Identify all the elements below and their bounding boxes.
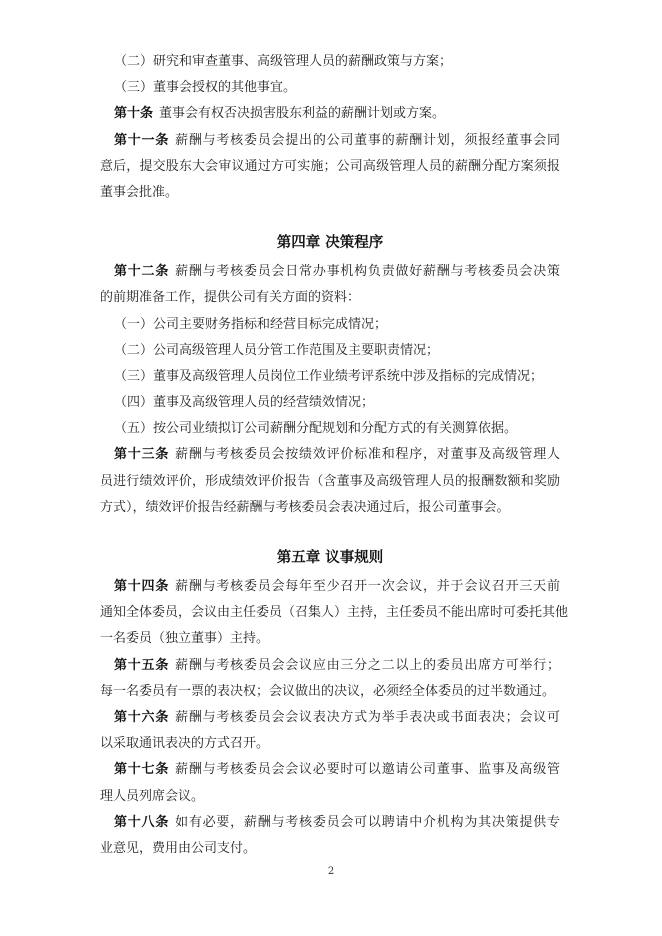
line-text: 薪酬与考核委员会会议应由三分之二以上的委员出席方可举行； <box>175 657 560 673</box>
line-text: 薪酬与考核委员会会议表决方式为举手表决或书面表决；会议可 <box>175 709 560 725</box>
article-paragraph <box>100 810 560 862</box>
text-line <box>100 154 560 180</box>
line-text: 意后，提交股东大会审议通过方可实施；公司高级管理人员的薪酬分配方案须报 <box>100 158 560 174</box>
article-paragraph <box>100 442 560 521</box>
text-line <box>100 259 560 285</box>
line-text: （三）董事及高级管理人员岗位工作业绩考评系统中涉及指标的完成情况； <box>114 368 544 384</box>
line-text: 薪酬与考核委员会日常办事机构负责做好薪酬与考核委员会决策 <box>175 264 560 280</box>
chapter-heading: 第五章 议事规则 <box>276 549 384 566</box>
list-item <box>100 75 560 101</box>
article-label: 第十二条 <box>114 264 170 280</box>
line-text: 如有必要，薪酬与考核委员会可以聘请中介机构为其决策提供专 <box>175 814 560 830</box>
text-line <box>100 442 560 468</box>
text-line <box>100 731 560 757</box>
article-paragraph <box>100 128 560 207</box>
text-line <box>100 416 560 442</box>
article-label: 第十五条 <box>114 657 170 673</box>
text-line <box>100 75 560 101</box>
line-text: 薪酬与考核委员会提出的公司董事的薪酬计划，须报经董事会同 <box>175 132 560 148</box>
page-number: 2 <box>327 866 335 877</box>
list-item <box>100 338 560 364</box>
article-label: 第十八条 <box>114 814 170 830</box>
article-paragraph <box>100 574 569 653</box>
text-line <box>100 574 560 600</box>
article-label: 第十三条 <box>114 447 170 463</box>
article-label: 第十四条 <box>114 579 170 594</box>
article-label: 第十一条 <box>114 132 170 148</box>
text-line <box>100 285 560 311</box>
article-label: 第十六条 <box>114 709 170 725</box>
list-item <box>100 364 560 390</box>
text-line <box>100 836 560 862</box>
article-paragraph <box>100 259 560 311</box>
text-line <box>100 626 560 652</box>
text-line <box>100 705 560 731</box>
text-line <box>100 338 560 364</box>
text-line <box>100 469 560 495</box>
line-text: （一）公司主要财务指标和经营目标完成情况； <box>114 316 388 332</box>
article-paragraph <box>100 757 560 809</box>
line-text: 董事会有权否决损害股东利益的薪酬计划或方案。 <box>159 106 446 122</box>
document-page <box>100 49 569 862</box>
text-line <box>100 810 560 836</box>
line-text: 一名委员（独立董事）主持。 <box>100 631 270 647</box>
text-line <box>100 679 560 705</box>
line-text: 的前期准备工作，提供公司有关方面的资料： <box>100 290 361 306</box>
line-text: 通知全体委员，会议由主任委员（召集人）主持，主任委员不能出席时可委托其他 <box>100 605 569 621</box>
text-line <box>100 49 560 75</box>
line-text: 每一名委员有一票的表决权；会议做出的决议，必须经全体委员的过半数通过。 <box>100 683 556 699</box>
line-text: 薪酬与考核委员会每年至少召开一次会议，并于会议召开三天前 <box>175 579 560 594</box>
chapter-heading: 第四章 决策程序 <box>276 234 384 252</box>
article-label: 第十七条 <box>114 762 170 778</box>
text-line <box>100 653 560 679</box>
line-text: 方式），绩效评价报告经薪酬与考核委员会表决通过后，报公司董事会。 <box>100 499 510 515</box>
line-text: （五）按公司业绩拟订公司薪酬分配规划和分配方式的有关测算依据。 <box>114 421 518 437</box>
line-text: 薪酬与考核委员会按绩效评价标准和程序，对董事及高级管理人 <box>175 447 560 463</box>
text-line <box>100 495 560 521</box>
line-text: （二）公司高级管理人员分管工作范围及主要职责情况； <box>114 342 440 358</box>
text-line <box>100 390 560 416</box>
text-line <box>100 180 560 206</box>
text-line <box>100 312 560 338</box>
list-item <box>100 416 560 442</box>
line-text: 员进行绩效评价，形成绩效评价报告（含董事及高级管理人员的报酬数额和奖励 <box>100 473 560 489</box>
line-text: 理人员列席会议。 <box>100 788 205 804</box>
text-line <box>100 101 560 127</box>
article-paragraph <box>100 101 560 127</box>
text-line <box>100 128 560 154</box>
line-text: 以采取通讯表决的方式召开。 <box>100 736 270 752</box>
line-text: （四）董事及高级管理人员的经营绩效情况； <box>114 395 375 411</box>
text-line <box>100 600 569 626</box>
article-label: 第十条 <box>114 106 154 122</box>
line-text: 薪酬与考核委员会会议必要时可以邀请公司董事、监事及高级管 <box>175 762 560 778</box>
line-text: 业意见，费用由公司支付。 <box>100 840 257 856</box>
text-line <box>100 784 560 810</box>
list-item <box>100 390 560 416</box>
list-item <box>100 49 560 75</box>
line-text: （三）董事会授权的其他事宜。 <box>114 80 297 96</box>
article-paragraph <box>100 653 560 705</box>
line-text: 董事会批准。 <box>100 184 179 200</box>
text-line <box>100 757 560 783</box>
article-paragraph <box>100 705 560 757</box>
line-text: （二）研究和审查董事、高级管理人员的薪酬政策与方案； <box>114 54 453 69</box>
list-item <box>100 312 560 338</box>
text-line <box>100 364 560 390</box>
